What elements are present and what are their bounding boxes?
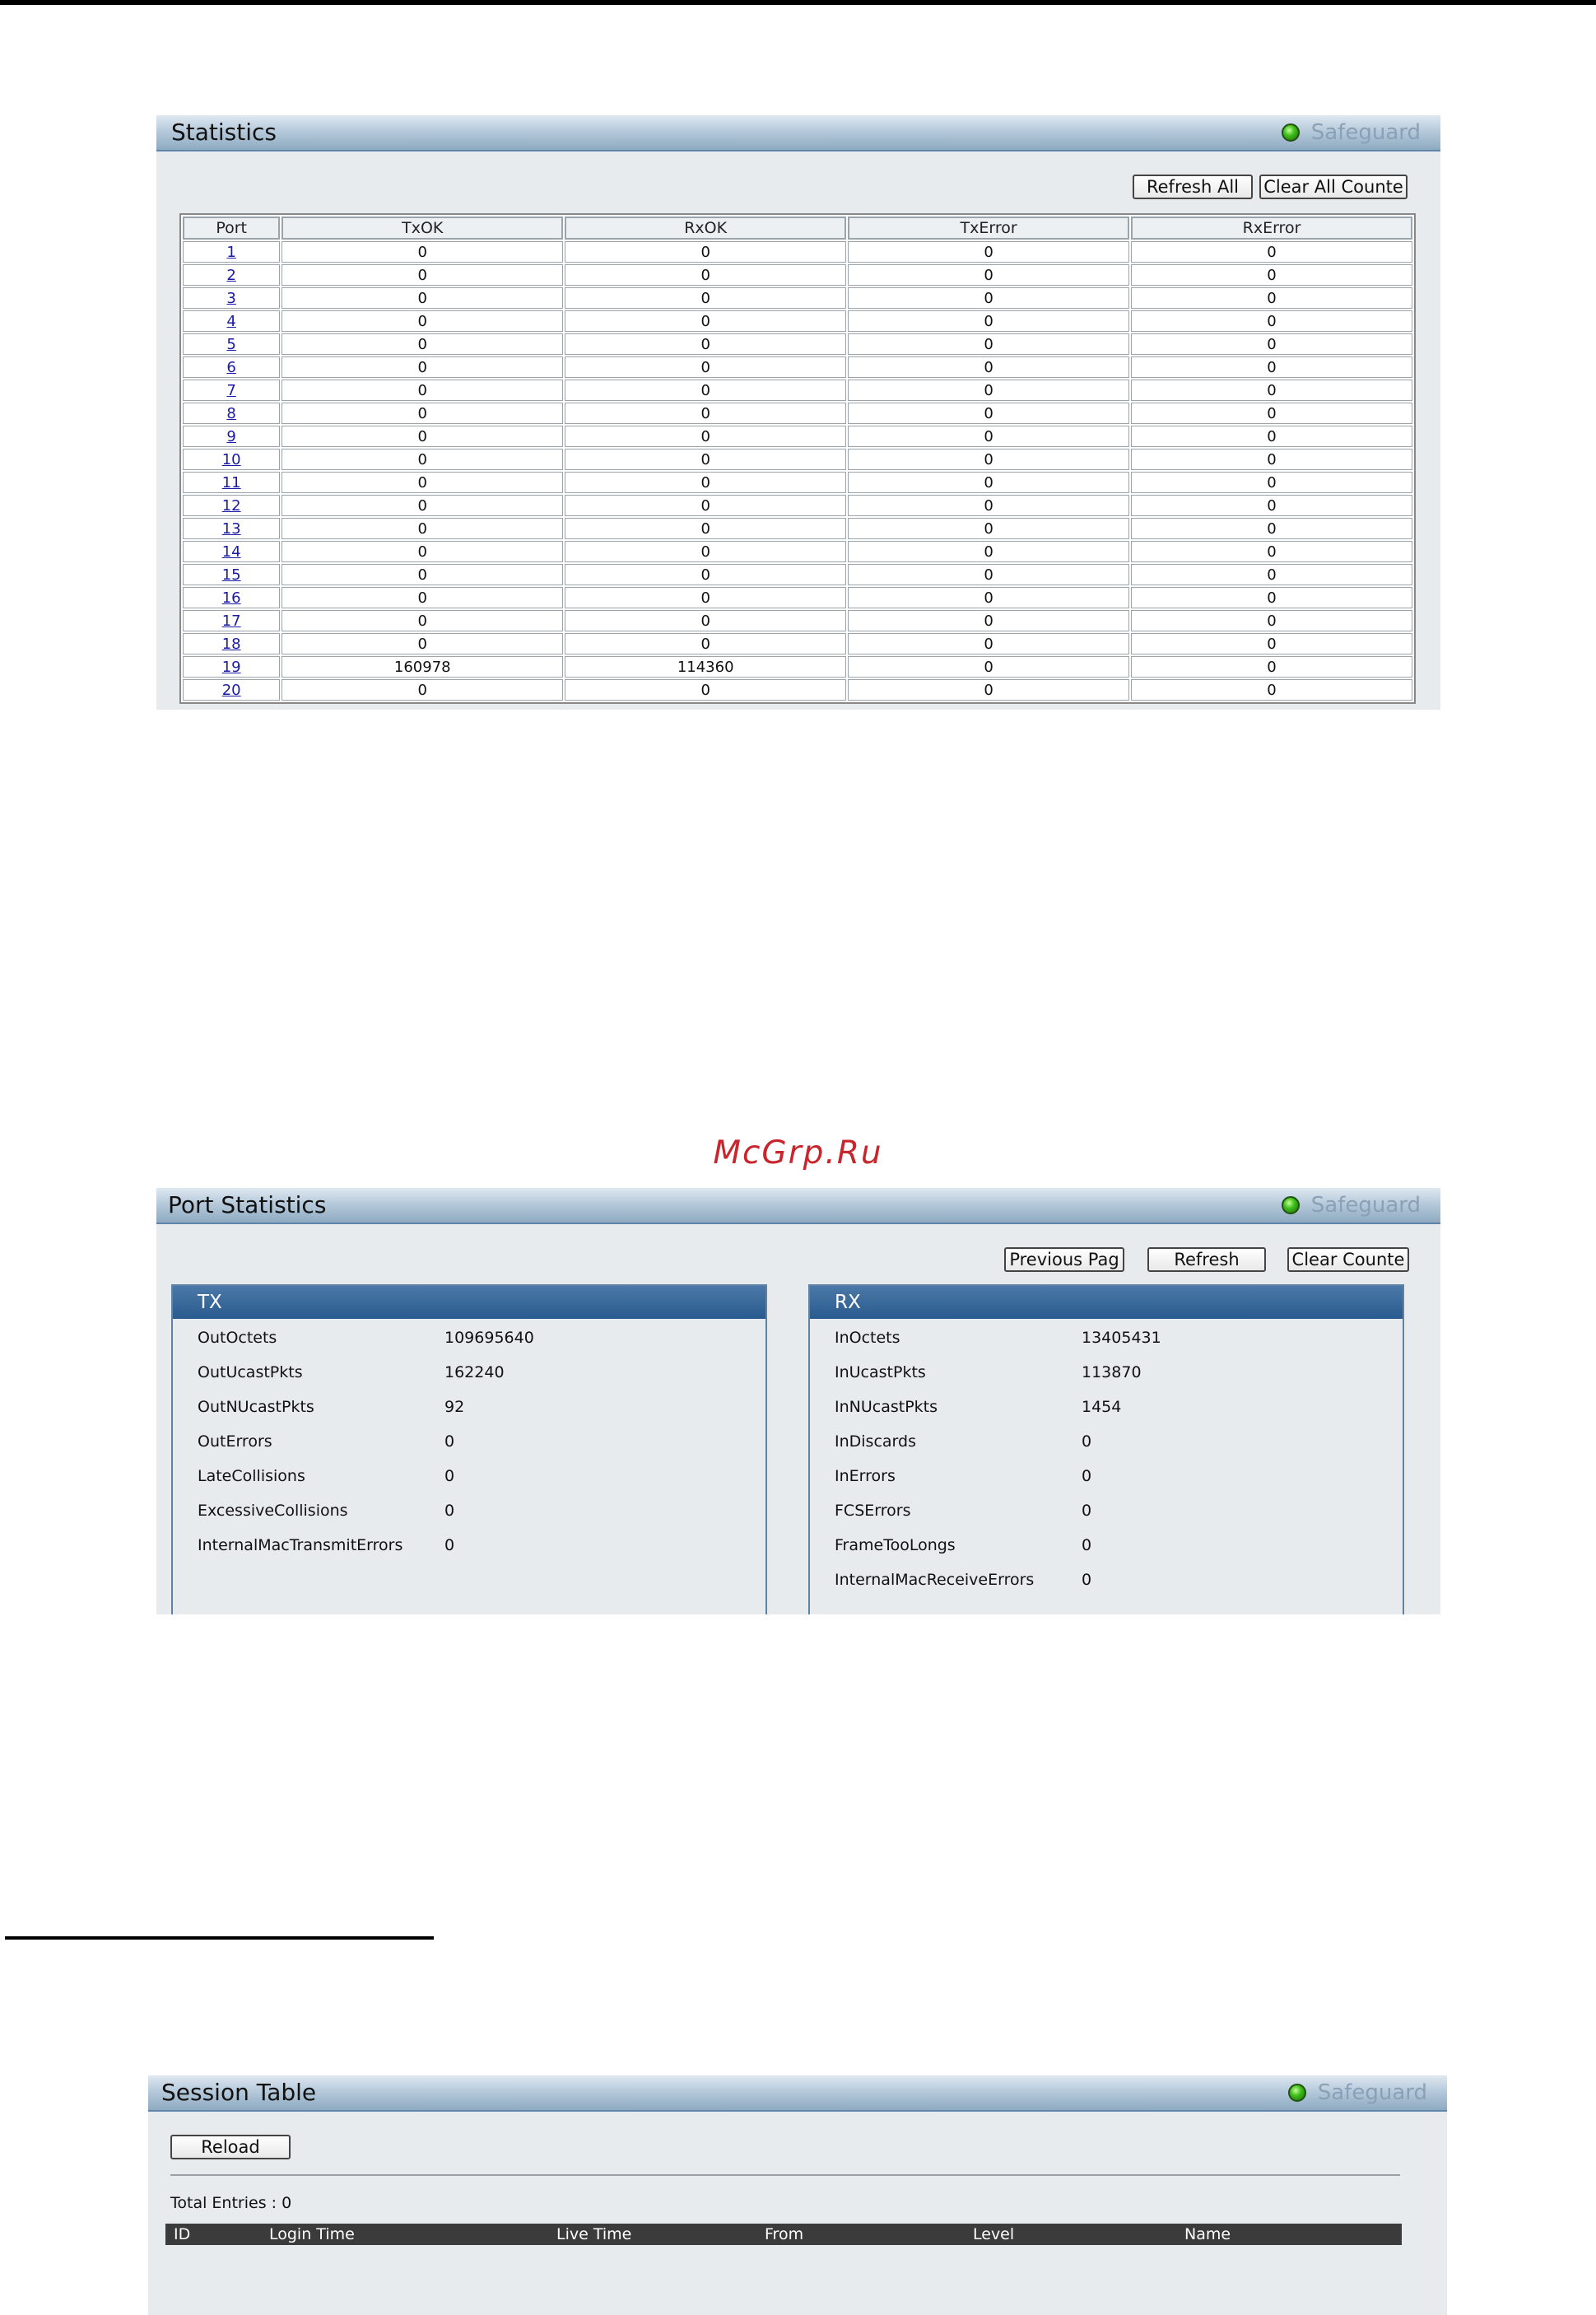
table-cell: 0 bbox=[565, 564, 846, 585]
column-header-rxok: RxOK bbox=[565, 217, 846, 240]
column-header-from: From bbox=[765, 2225, 804, 2243]
tx-stat-label: OutNUcastPkts bbox=[198, 1398, 314, 1416]
table-cell: 0 bbox=[282, 564, 563, 585]
table-cell: 0 bbox=[1131, 472, 1412, 493]
table-cell: 0 bbox=[282, 518, 563, 539]
table-cell: 0 bbox=[282, 449, 563, 470]
tx-stat-value: 0 bbox=[444, 1502, 455, 1520]
table-cell: 0 bbox=[848, 241, 1129, 263]
table-cell: 0 bbox=[565, 264, 846, 286]
table-cell: 0 bbox=[1131, 333, 1412, 355]
port-cell bbox=[183, 287, 280, 309]
table-cell: 0 bbox=[848, 380, 1129, 401]
port-cell bbox=[183, 356, 280, 378]
tx-stat-label: ExcessiveCollisions bbox=[198, 1502, 348, 1520]
safeguard-status-icon bbox=[1282, 123, 1300, 142]
session-table-title: Session Table bbox=[161, 2079, 317, 2106]
table-cell: 0 bbox=[1131, 610, 1412, 631]
table-cell: 0 bbox=[282, 426, 563, 447]
table-cell: 0 bbox=[565, 449, 846, 470]
port-link[interactable]: 1 bbox=[226, 243, 236, 261]
port-link[interactable]: 11 bbox=[221, 473, 241, 491]
session-table-panel bbox=[148, 2075, 1447, 2315]
reload-button[interactable]: Reload bbox=[170, 2135, 291, 2159]
table-row bbox=[183, 333, 1412, 355]
table-cell: 0 bbox=[848, 610, 1129, 631]
table-cell: 0 bbox=[1131, 426, 1412, 447]
tx-stat-value: 92 bbox=[444, 1398, 465, 1416]
port-link[interactable]: 10 bbox=[221, 450, 241, 468]
port-cell bbox=[183, 380, 280, 401]
table-cell: 0 bbox=[565, 610, 846, 631]
table-row bbox=[183, 356, 1412, 378]
safeguard-indicator bbox=[1282, 115, 1421, 150]
table-cell: 0 bbox=[282, 356, 563, 378]
safeguard-indicator bbox=[1282, 1188, 1421, 1223]
table-cell: 0 bbox=[565, 403, 846, 424]
statistics-title: Statistics bbox=[171, 119, 277, 146]
table-cell: 0 bbox=[282, 679, 563, 701]
tx-box bbox=[171, 1284, 767, 1614]
table-cell: 0 bbox=[1131, 518, 1412, 539]
column-header-live-time: Live Time bbox=[556, 2225, 632, 2243]
port-statistics-title: Port Statistics bbox=[168, 1191, 327, 1218]
port-cell bbox=[183, 310, 280, 332]
statistics-panel bbox=[156, 115, 1440, 710]
tx-stat-label: InternalMacTransmitErrors bbox=[198, 1536, 403, 1554]
table-cell: 0 bbox=[1131, 380, 1412, 401]
table-cell: 0 bbox=[565, 495, 846, 516]
table-cell: 0 bbox=[1131, 449, 1412, 470]
safeguard-label: Safeguard bbox=[1310, 120, 1421, 145]
refresh-all-button[interactable]: Refresh All bbox=[1133, 175, 1253, 199]
port-link[interactable]: 13 bbox=[221, 519, 241, 538]
table-cell: 0 bbox=[282, 610, 563, 631]
table-cell: 0 bbox=[848, 633, 1129, 654]
table-cell: 0 bbox=[848, 333, 1129, 355]
port-cell bbox=[183, 449, 280, 470]
session-divider bbox=[170, 2174, 1400, 2176]
port-cell bbox=[183, 679, 280, 701]
port-cell bbox=[183, 564, 280, 585]
column-header-rxerror: RxError bbox=[1131, 217, 1412, 240]
table-cell: 0 bbox=[565, 356, 846, 378]
rx-stat-label: InOctets bbox=[835, 1329, 900, 1347]
rx-stat-label: FrameTooLongs bbox=[835, 1536, 956, 1554]
previous-page-button[interactable]: Previous Pag bbox=[1004, 1247, 1124, 1272]
rx-box bbox=[808, 1284, 1404, 1614]
table-cell: 0 bbox=[848, 541, 1129, 562]
table-cell: 0 bbox=[282, 587, 563, 608]
table-cell: 0 bbox=[848, 310, 1129, 332]
rx-stat-value: 0 bbox=[1082, 1467, 1092, 1485]
port-link[interactable]: 20 bbox=[221, 681, 241, 699]
table-cell: 0 bbox=[565, 426, 846, 447]
port-link[interactable]: 18 bbox=[221, 635, 241, 653]
rx-stat-value: 1454 bbox=[1082, 1398, 1122, 1416]
table-cell: 0 bbox=[565, 333, 846, 355]
port-cell bbox=[183, 541, 280, 562]
tx-stat-value: 0 bbox=[444, 1432, 455, 1451]
tx-stat-label: LateCollisions bbox=[198, 1467, 305, 1485]
port-cell bbox=[183, 426, 280, 447]
port-link[interactable]: 5 bbox=[226, 335, 236, 353]
port-cell bbox=[183, 633, 280, 654]
table-cell: 0 bbox=[1131, 403, 1412, 424]
table-cell: 0 bbox=[282, 287, 563, 309]
table-cell: 0 bbox=[282, 241, 563, 263]
table-row bbox=[183, 679, 1412, 701]
watermark-text: McGrp.Ru bbox=[713, 1134, 883, 1171]
table-cell: 0 bbox=[1131, 564, 1412, 585]
table-row bbox=[183, 656, 1412, 678]
table-cell: 0 bbox=[282, 310, 563, 332]
table-row bbox=[183, 310, 1412, 332]
port-link[interactable]: 7 bbox=[226, 381, 236, 399]
table-cell: 0 bbox=[848, 356, 1129, 378]
table-cell: 0 bbox=[565, 287, 846, 309]
table-cell: 0 bbox=[282, 633, 563, 654]
tx-header: TX bbox=[173, 1286, 765, 1319]
statistics-header bbox=[156, 115, 1440, 151]
port-link[interactable]: 8 bbox=[226, 404, 236, 422]
port-link[interactable]: 2 bbox=[226, 266, 236, 284]
table-cell: 0 bbox=[565, 472, 846, 493]
section-rule bbox=[5, 1936, 434, 1940]
table-cell: 160978 bbox=[282, 656, 563, 678]
port-cell bbox=[183, 610, 280, 631]
table-cell: 0 bbox=[848, 587, 1129, 608]
table-row bbox=[183, 380, 1412, 401]
statistics-header-row bbox=[183, 217, 1412, 240]
tx-stat-label: OutOctets bbox=[198, 1329, 277, 1347]
table-cell: 0 bbox=[1131, 241, 1412, 263]
tx-stat-value: 0 bbox=[444, 1536, 455, 1554]
table-cell: 0 bbox=[1131, 679, 1412, 701]
clear-all-counters-button[interactable]: Clear All Counte bbox=[1259, 175, 1408, 199]
table-cell: 0 bbox=[848, 564, 1129, 585]
table-row bbox=[183, 287, 1412, 309]
table-cell: 0 bbox=[848, 495, 1129, 516]
port-link[interactable]: 6 bbox=[226, 358, 236, 376]
port-cell bbox=[183, 264, 280, 286]
table-cell: 0 bbox=[848, 287, 1129, 309]
safeguard-status-icon bbox=[1282, 1196, 1300, 1214]
port-statistics-panel bbox=[156, 1188, 1440, 1614]
table-cell: 0 bbox=[282, 403, 563, 424]
total-entries-label: Total Entries : 0 bbox=[170, 2194, 292, 2212]
column-header-txok: TxOK bbox=[282, 217, 563, 240]
port-link[interactable]: 3 bbox=[226, 289, 236, 307]
tx-stat-value: 162240 bbox=[444, 1363, 505, 1381]
table-row bbox=[183, 241, 1412, 263]
port-cell bbox=[183, 518, 280, 539]
table-row bbox=[183, 633, 1412, 654]
port-link[interactable]: 19 bbox=[221, 658, 241, 676]
table-row bbox=[183, 518, 1412, 539]
table-row bbox=[183, 426, 1412, 447]
clear-counters-button[interactable]: Clear Counte bbox=[1287, 1247, 1409, 1272]
table-cell: 0 bbox=[565, 679, 846, 701]
rx-stat-label: InDiscards bbox=[835, 1432, 916, 1451]
port-cell bbox=[183, 333, 280, 355]
table-row bbox=[183, 472, 1412, 493]
table-cell: 0 bbox=[1131, 656, 1412, 678]
rx-stat-value: 0 bbox=[1082, 1536, 1092, 1554]
session-table-header bbox=[148, 2075, 1447, 2112]
table-cell: 0 bbox=[565, 587, 846, 608]
column-header-level: Level bbox=[973, 2225, 1015, 2243]
port-link[interactable]: 17 bbox=[221, 612, 241, 630]
port-cell bbox=[183, 656, 280, 678]
refresh-button[interactable]: Refresh bbox=[1147, 1247, 1266, 1272]
port-cell bbox=[183, 587, 280, 608]
table-cell: 0 bbox=[1131, 541, 1412, 562]
rx-stat-value: 13405431 bbox=[1082, 1329, 1161, 1347]
table-row bbox=[183, 264, 1412, 286]
table-row bbox=[183, 449, 1412, 470]
column-header-port: Port bbox=[183, 217, 280, 240]
column-header-name: Name bbox=[1184, 2225, 1231, 2243]
rx-stat-label: InternalMacReceiveErrors bbox=[835, 1571, 1035, 1589]
port-link[interactable]: 15 bbox=[221, 566, 241, 584]
table-row bbox=[183, 541, 1412, 562]
rx-stat-label: FCSErrors bbox=[835, 1502, 911, 1520]
port-cell bbox=[183, 495, 280, 516]
table-cell: 0 bbox=[282, 541, 563, 562]
rx-stat-label: InUcastPkts bbox=[835, 1363, 926, 1381]
table-cell: 0 bbox=[282, 264, 563, 286]
table-row bbox=[183, 495, 1412, 516]
port-link[interactable]: 16 bbox=[221, 589, 241, 607]
rx-stat-label: InErrors bbox=[835, 1467, 896, 1485]
table-cell: 0 bbox=[282, 495, 563, 516]
safeguard-indicator bbox=[1288, 2075, 1427, 2110]
top-border-line bbox=[0, 0, 1596, 5]
table-row bbox=[183, 587, 1412, 608]
port-statistics-header bbox=[156, 1188, 1440, 1224]
tx-stat-value: 0 bbox=[444, 1467, 455, 1485]
table-cell: 0 bbox=[848, 403, 1129, 424]
tx-stat-value: 109695640 bbox=[444, 1329, 534, 1347]
table-cell: 0 bbox=[1131, 287, 1412, 309]
table-cell: 0 bbox=[565, 241, 846, 263]
table-cell: 0 bbox=[848, 656, 1129, 678]
table-cell: 0 bbox=[848, 264, 1129, 286]
table-cell: 0 bbox=[848, 449, 1129, 470]
table-cell: 0 bbox=[848, 472, 1129, 493]
table-cell: 0 bbox=[565, 310, 846, 332]
table-cell: 0 bbox=[565, 541, 846, 562]
table-row bbox=[183, 403, 1412, 424]
rx-stat-label: InNUcastPkts bbox=[835, 1398, 938, 1416]
statistics-table bbox=[179, 213, 1416, 704]
tx-stat-label: OutUcastPkts bbox=[198, 1363, 303, 1381]
table-cell: 0 bbox=[848, 426, 1129, 447]
safeguard-label: Safeguard bbox=[1310, 1193, 1421, 1218]
table-cell: 0 bbox=[1131, 356, 1412, 378]
port-cell bbox=[183, 403, 280, 424]
table-cell: 0 bbox=[565, 380, 846, 401]
table-cell: 0 bbox=[848, 518, 1129, 539]
table-row bbox=[183, 610, 1412, 631]
table-cell: 0 bbox=[282, 333, 563, 355]
table-cell: 0 bbox=[1131, 495, 1412, 516]
table-cell: 0 bbox=[848, 679, 1129, 701]
table-row bbox=[183, 564, 1412, 585]
port-link[interactable]: 14 bbox=[221, 543, 241, 561]
port-cell bbox=[183, 472, 280, 493]
port-link[interactable]: 4 bbox=[226, 312, 236, 330]
table-cell: 0 bbox=[565, 518, 846, 539]
table-cell: 0 bbox=[1131, 264, 1412, 286]
table-cell: 114360 bbox=[565, 656, 846, 678]
table-cell: 0 bbox=[1131, 633, 1412, 654]
port-cell bbox=[183, 241, 280, 263]
table-cell: 0 bbox=[282, 472, 563, 493]
safeguard-status-icon bbox=[1288, 2084, 1306, 2102]
rx-stat-value: 0 bbox=[1082, 1432, 1092, 1451]
session-column-header-row bbox=[165, 2224, 1402, 2245]
table-cell: 0 bbox=[282, 380, 563, 401]
column-header-id: ID bbox=[174, 2225, 191, 2243]
column-header-login-time: Login Time bbox=[269, 2225, 355, 2243]
statistics-body bbox=[183, 241, 1412, 701]
tx-stat-label: OutErrors bbox=[198, 1432, 272, 1451]
column-header-txerror: TxError bbox=[848, 217, 1129, 240]
table-cell: 0 bbox=[1131, 310, 1412, 332]
rx-stat-value: 113870 bbox=[1082, 1363, 1142, 1381]
rx-stat-value: 0 bbox=[1082, 1502, 1092, 1520]
table-cell: 0 bbox=[1131, 587, 1412, 608]
safeguard-label: Safeguard bbox=[1317, 2080, 1427, 2105]
rx-header: RX bbox=[810, 1286, 1403, 1319]
port-link[interactable]: 9 bbox=[226, 427, 236, 445]
table-cell: 0 bbox=[565, 633, 846, 654]
rx-stat-value: 0 bbox=[1082, 1571, 1092, 1589]
port-link[interactable]: 12 bbox=[221, 496, 241, 515]
